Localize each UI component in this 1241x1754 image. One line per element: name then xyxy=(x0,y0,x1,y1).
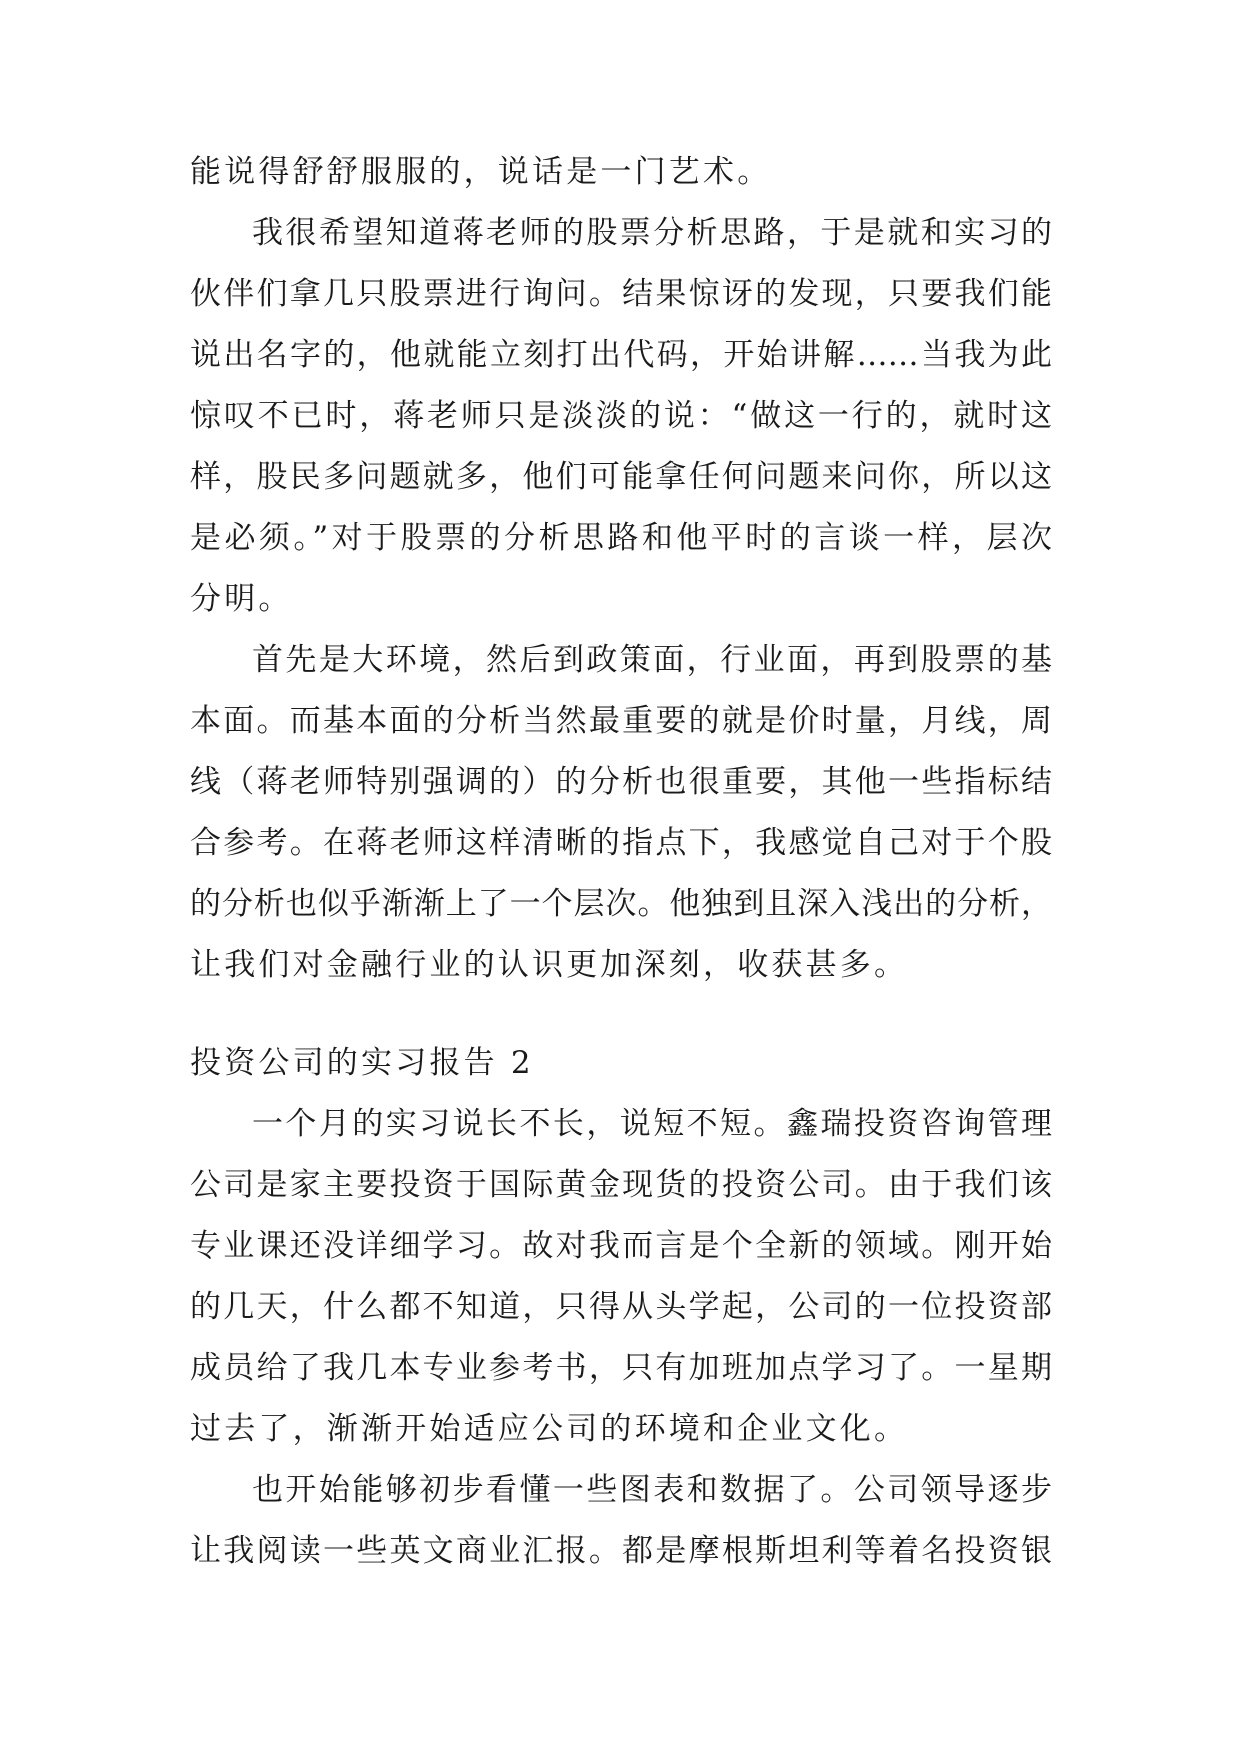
section-heading: 投资公司的实习报告 2 xyxy=(190,1045,534,1081)
text-line: 专业课还没详细学习。故对我而言是个全新的领域。刚开始 xyxy=(190,1228,1052,1264)
text-line: 是必须。”对于股票的分析思路和他平时的言谈一样，层次 xyxy=(190,520,1052,556)
text-line: 合参考。在蒋老师这样清晰的指点下，我感觉自己对于个股 xyxy=(190,825,1052,861)
text-line: 伙伴们拿几只股票进行询问。结果惊讶的发现，只要我们能 xyxy=(190,276,1052,312)
text-line: 说出名字的，他就能立刻打出代码，开始讲解……当我为此 xyxy=(190,337,1052,373)
text-line: 的几天，什么都不知道，只得从头学起，公司的一位投资部 xyxy=(190,1289,1052,1325)
text-line: 能说得舒舒服服的，说话是一门艺术。 xyxy=(190,154,772,190)
text-line: 也开始能够初步看懂一些图表和数据了。公司领导逐步 xyxy=(252,1472,1052,1508)
text-line: 让我阅读一些英文商业汇报。都是摩根斯坦利等着名投资银 xyxy=(190,1533,1052,1569)
text-line: 线（蒋老师特别强调的）的分析也很重要，其他一些指标结 xyxy=(190,764,1052,800)
text-line: 的分析也似乎渐渐上了一个层次。他独到且深入浅出的分析， xyxy=(190,886,1052,922)
text-line: 样，股民多问题就多，他们可能拿任何问题来问你，所以这 xyxy=(190,459,1052,495)
text-line: 公司是家主要投资于国际黄金现货的投资公司。由于我们该 xyxy=(190,1167,1052,1203)
text-line: 首先是大环境，然后到政策面，行业面，再到股票的基 xyxy=(252,642,1052,678)
text-line: 分明。 xyxy=(190,581,293,617)
text-line: 惊叹不已时，蒋老师只是淡淡的说：“做这一行的，就时这 xyxy=(190,398,1052,434)
text-line: 让我们对金融行业的认识更加深刻，收获甚多。 xyxy=(190,947,909,983)
text-line: 本面。而基本面的分析当然最重要的就是价时量，月线，周 xyxy=(190,703,1052,739)
text-line: 我很希望知道蒋老师的股票分析思路，于是就和实习的 xyxy=(252,215,1052,251)
text-line: 一个月的实习说长不长，说短不短。鑫瑞投资咨询管理 xyxy=(252,1106,1052,1142)
text-line: 过去了，渐渐开始适应公司的环境和企业文化。 xyxy=(190,1411,909,1447)
text-line: 成员给了我几本专业参考书，只有加班加点学习了。一星期 xyxy=(190,1350,1052,1386)
